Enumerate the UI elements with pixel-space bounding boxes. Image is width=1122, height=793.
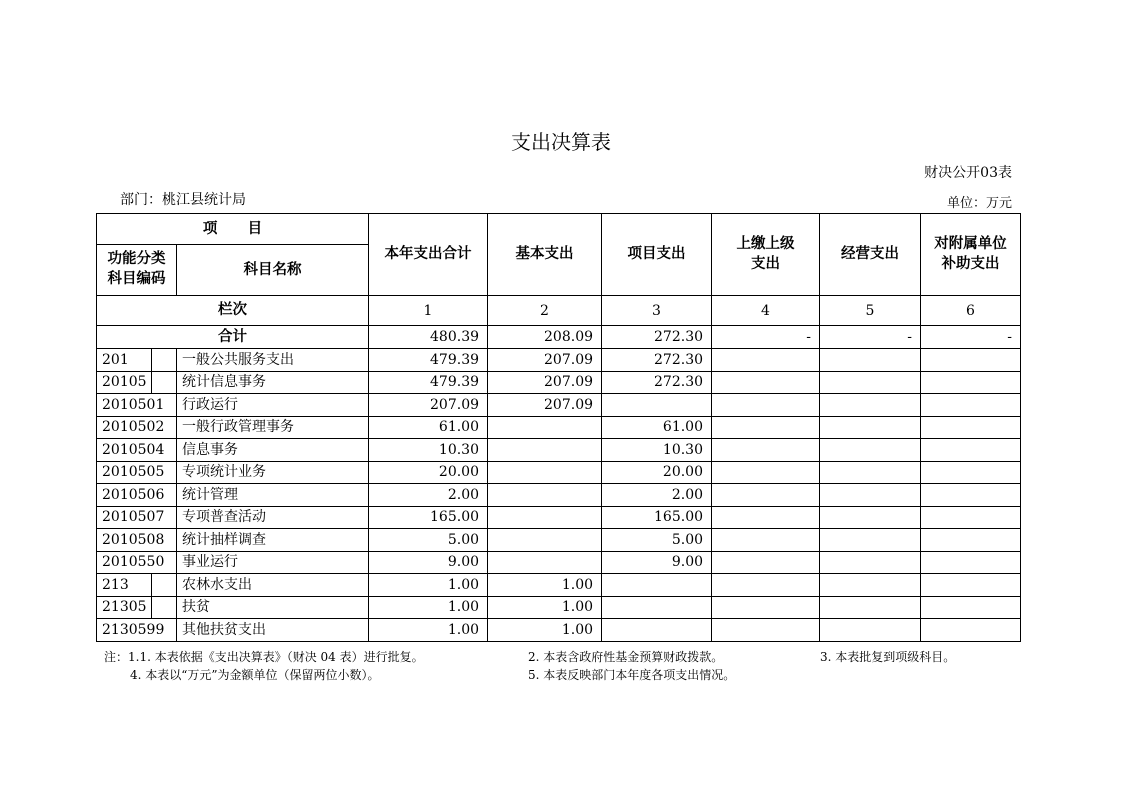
row-value (712, 506, 820, 529)
note-4: 4. 本表以“万元”为金额单位（保留两位小数）。 (130, 668, 380, 682)
row-value (921, 416, 1021, 439)
row-value (921, 529, 1021, 552)
row-value (712, 394, 820, 417)
total-label: 合计 (97, 326, 369, 349)
row-code: 2010502 (97, 416, 177, 439)
row-value (712, 574, 820, 597)
row-value: 1.00 (488, 596, 602, 619)
col-header-line: 基本支出 (515, 245, 574, 262)
row-value (820, 461, 921, 484)
row-value: 207.09 (488, 349, 602, 372)
total-value: 208.09 (488, 326, 602, 349)
subject-name-header: 科目名称 (177, 245, 369, 296)
row-name: 其他扶贫支出 (177, 619, 369, 642)
row-value: 207.09 (488, 371, 602, 394)
row-name: 一般公共服务支出 (177, 349, 369, 372)
row-value (921, 461, 1021, 484)
row-value: 20.00 (369, 461, 488, 484)
row-name: 统计管理 (177, 484, 369, 507)
row-value: 1.00 (488, 619, 602, 642)
row-value: 5.00 (369, 529, 488, 552)
row-value: 272.30 (602, 371, 712, 394)
row-name: 农林水支出 (177, 574, 369, 597)
row-value (820, 619, 921, 642)
table-row (97, 439, 1021, 462)
row-code: 2010504 (97, 439, 177, 462)
row-code-spacer (152, 371, 177, 394)
row-value (712, 484, 820, 507)
row-value: 1.00 (488, 574, 602, 597)
row-code: 201 (97, 349, 152, 372)
table-row (97, 416, 1021, 439)
row-code: 2010501 (97, 394, 177, 417)
row-value: 479.39 (369, 349, 488, 372)
row-index-value: 5 (820, 296, 921, 326)
row-value (820, 529, 921, 552)
row-index-label: 栏次 (97, 296, 369, 326)
row-value (712, 416, 820, 439)
row-value (488, 416, 602, 439)
col-header-line: 项目支出 (627, 245, 686, 262)
row-value (820, 371, 921, 394)
note-1: 注：1.1. 本表依据《支出决算表》（财决 04 表）进行批复。 (104, 650, 424, 664)
row-value (820, 416, 921, 439)
row-name: 事业运行 (177, 551, 369, 574)
row-code-spacer (152, 349, 177, 372)
table-row (97, 484, 1021, 507)
row-value (488, 484, 602, 507)
row-value (602, 596, 712, 619)
table-row (97, 574, 1021, 597)
col-header-line: 本年支出合计 (384, 245, 472, 262)
row-value (921, 484, 1021, 507)
col-header-line: 经营支出 (841, 245, 900, 262)
department-label: 部门：桃江县统计局 (120, 192, 246, 208)
row-value (820, 551, 921, 574)
row-value (712, 439, 820, 462)
row-code: 2010550 (97, 551, 177, 574)
row-code-spacer (152, 574, 177, 597)
row-code: 2010506 (97, 484, 177, 507)
table-row (97, 529, 1021, 552)
row-name: 统计抽样调查 (177, 529, 369, 552)
note-2: 2. 本表含政府性基金预算财政拨款。 (528, 650, 724, 664)
form-id: 财决公开03表 (924, 165, 1012, 181)
row-code-spacer (152, 596, 177, 619)
col-header-line: 支出 (751, 255, 781, 272)
table-row (97, 349, 1021, 372)
page-title: 支出决算表 (511, 130, 611, 154)
expenditure-table (96, 213, 1021, 642)
row-value (820, 506, 921, 529)
row-value (921, 349, 1021, 372)
row-name: 专项统计业务 (177, 461, 369, 484)
total-value: 480.39 (369, 326, 488, 349)
row-name: 行政运行 (177, 394, 369, 417)
table-row (97, 596, 1021, 619)
row-value (712, 596, 820, 619)
row-value: 1.00 (369, 596, 488, 619)
col-header (602, 214, 712, 296)
note-5: 5. 本表反映部门本年度各项支出情况。 (528, 668, 736, 682)
row-value: 9.00 (602, 551, 712, 574)
row-value (488, 506, 602, 529)
row-value: 207.09 (369, 394, 488, 417)
row-value (712, 529, 820, 552)
note-3: 3. 本表批复到项级科目。 (820, 650, 956, 664)
row-value: 272.30 (602, 349, 712, 372)
row-index-value: 6 (921, 296, 1021, 326)
row-value (820, 349, 921, 372)
col-header (369, 214, 488, 296)
row-value: 165.00 (369, 506, 488, 529)
total-row (97, 326, 1021, 349)
row-value (712, 461, 820, 484)
row-value: 5.00 (602, 529, 712, 552)
row-value (602, 394, 712, 417)
row-value (488, 551, 602, 574)
row-value: 1.00 (369, 574, 488, 597)
row-value (488, 439, 602, 462)
row-value: 61.00 (369, 416, 488, 439)
row-value (921, 394, 1021, 417)
row-code: 2010508 (97, 529, 177, 552)
col-header-line: 上缴上级 (736, 235, 795, 252)
row-code: 2010505 (97, 461, 177, 484)
row-value (921, 506, 1021, 529)
row-value: 20.00 (602, 461, 712, 484)
total-value: - (921, 326, 1021, 349)
row-value (602, 574, 712, 597)
row-code: 213 (97, 574, 152, 597)
row-value: 61.00 (602, 416, 712, 439)
row-value (820, 394, 921, 417)
unit-label: 单位：万元 (946, 196, 1012, 211)
row-index-value: 3 (602, 296, 712, 326)
row-index-value: 4 (712, 296, 820, 326)
row-value: 479.39 (369, 371, 488, 394)
row-value (820, 484, 921, 507)
row-value: 10.30 (369, 439, 488, 462)
row-value: 2.00 (602, 484, 712, 507)
row-name: 统计信息事务 (177, 371, 369, 394)
total-value: 272.30 (602, 326, 712, 349)
row-index-value: 2 (488, 296, 602, 326)
row-name: 扶贫 (177, 596, 369, 619)
row-value: 207.09 (488, 394, 602, 417)
table-row (97, 506, 1021, 529)
row-value (921, 439, 1021, 462)
table-row (97, 371, 1021, 394)
col-header (488, 214, 602, 296)
row-code: 20105 (97, 371, 152, 394)
row-value (820, 596, 921, 619)
total-value: - (820, 326, 921, 349)
row-name: 信息事务 (177, 439, 369, 462)
row-code: 21305 (97, 596, 152, 619)
row-value: 9.00 (369, 551, 488, 574)
col-header (921, 214, 1021, 296)
row-value: 10.30 (602, 439, 712, 462)
row-value (488, 461, 602, 484)
row-value (712, 349, 820, 372)
row-code: 2010507 (97, 506, 177, 529)
row-value (712, 619, 820, 642)
func-code-header: 功能分类科目编码 (97, 245, 177, 296)
row-value (820, 574, 921, 597)
project-header: 项 目 (97, 214, 369, 245)
col-header-line: 补助支出 (941, 255, 1000, 272)
col-header-line: 对附属单位 (934, 235, 1007, 252)
row-value (921, 574, 1021, 597)
total-value: - (712, 326, 820, 349)
table-row (97, 461, 1021, 484)
row-value (921, 596, 1021, 619)
row-name: 专项普查活动 (177, 506, 369, 529)
row-value (488, 529, 602, 552)
col-header (820, 214, 921, 296)
row-value (820, 439, 921, 462)
row-value (921, 619, 1021, 642)
table-row (97, 394, 1021, 417)
row-value: 2.00 (369, 484, 488, 507)
col-header (712, 214, 820, 296)
row-value (712, 371, 820, 394)
row-value (921, 371, 1021, 394)
table-row (97, 619, 1021, 642)
row-value (712, 551, 820, 574)
row-value: 165.00 (602, 506, 712, 529)
row-index-value: 1 (369, 296, 488, 326)
row-value (602, 619, 712, 642)
row-code: 2130599 (97, 619, 177, 642)
table-row (97, 551, 1021, 574)
row-value: 1.00 (369, 619, 488, 642)
row-name: 一般行政管理事务 (177, 416, 369, 439)
row-value (921, 551, 1021, 574)
